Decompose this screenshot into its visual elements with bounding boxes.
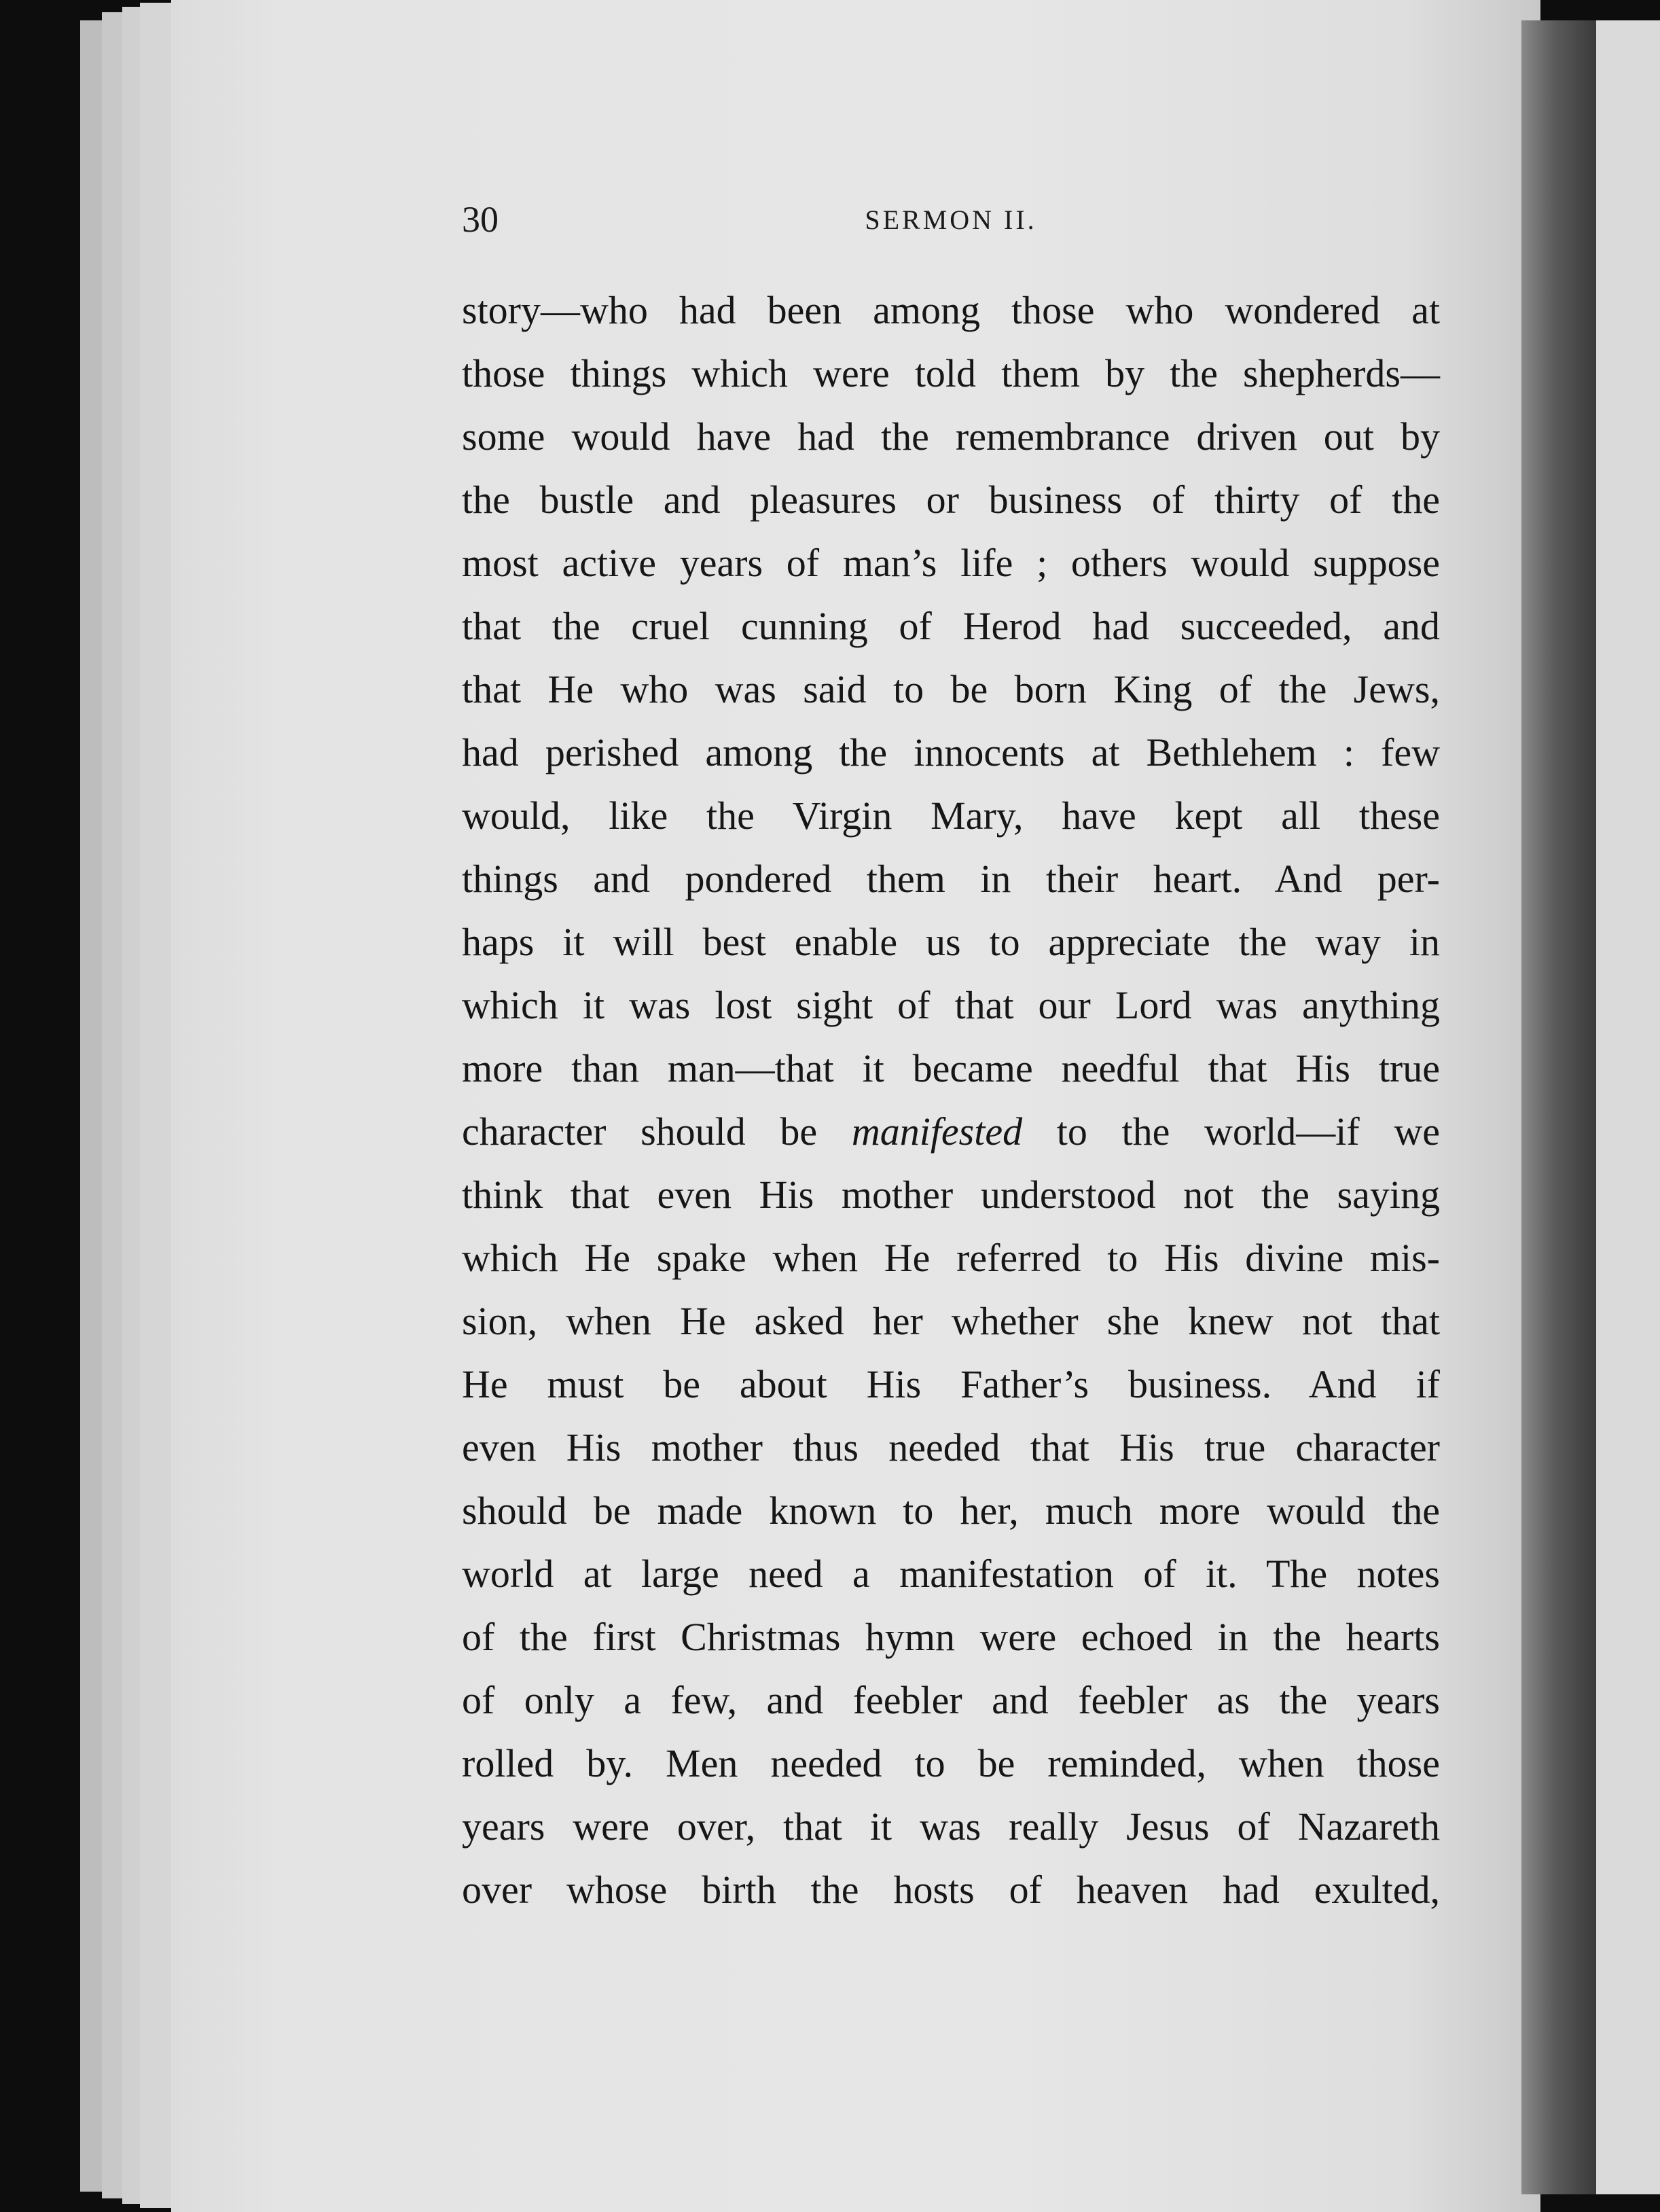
text-segment: to the world—if we	[1022, 1109, 1441, 1154]
text-line: some would have had the remembrance driven out by	[462, 414, 1440, 459]
text-segment: character should be	[462, 1109, 852, 1154]
text-line: rolled by. Men needed to be reminded, when those	[462, 1741, 1440, 1785]
book-gutter	[1521, 20, 1596, 2194]
text-line: even His mother thus needed that His true character	[462, 1425, 1440, 1469]
text-line-emphasis	[462, 1100, 1440, 1163]
facing-page-edge	[1596, 20, 1660, 2194]
text-line: which He spake when He referred to His divine mis-	[462, 1236, 1440, 1280]
text-line: things and pondered them in their heart. And per-	[462, 857, 1440, 901]
text-line: world at large need a manifestation of it. The notes	[462, 1552, 1440, 1596]
text-line: years were over, that it was really Jesus of Nazareth	[462, 1804, 1440, 1849]
text-line: sion, when He asked her whether she knew not that	[462, 1299, 1440, 1343]
text-line: think that even His mother understood not the saying	[462, 1173, 1440, 1217]
text-line: those things which were told them by the shepherds—	[462, 351, 1440, 395]
italic-word: manifested	[851, 1109, 1023, 1154]
text-line: over whose birth the hosts of heaven had exulted,	[462, 1868, 1440, 1912]
text-line: story—who had been among those who wondered at	[462, 288, 1440, 332]
text-line: had perished among the innocents at Bethlehem : few	[462, 730, 1440, 774]
text-line: of only a few, and feebler and feebler as the years	[462, 1678, 1440, 1722]
page-header	[462, 198, 1440, 253]
text-line: the bustle and pleasures or business of thirty of the	[462, 478, 1440, 522]
text-line: more than man—that it became needful that His true	[462, 1046, 1440, 1090]
text-line: that He who was said to be born King of the Jews,	[462, 667, 1440, 711]
running-head: SERMON II.	[865, 204, 1037, 235]
text-line: would, like the Virgin Mary, have kept all these	[462, 793, 1440, 838]
text-line: of the first Christmas hymn were echoed in the hearts	[462, 1615, 1440, 1659]
text-line: which it was lost sight of that our Lord was anything	[462, 983, 1440, 1027]
text-line: most active years of man’s life ; others would suppose	[462, 541, 1440, 585]
page-number: 30	[462, 199, 499, 240]
body-text	[462, 279, 1440, 1921]
text-line: haps it will best enable us to appreciate the way in	[462, 920, 1440, 964]
text-line: that the cruel cunning of Herod had succeeded, and	[462, 604, 1440, 648]
text-line: He must be about His Father’s business. And if	[462, 1362, 1440, 1406]
text-line: should be made known to her, much more would the	[462, 1488, 1440, 1533]
